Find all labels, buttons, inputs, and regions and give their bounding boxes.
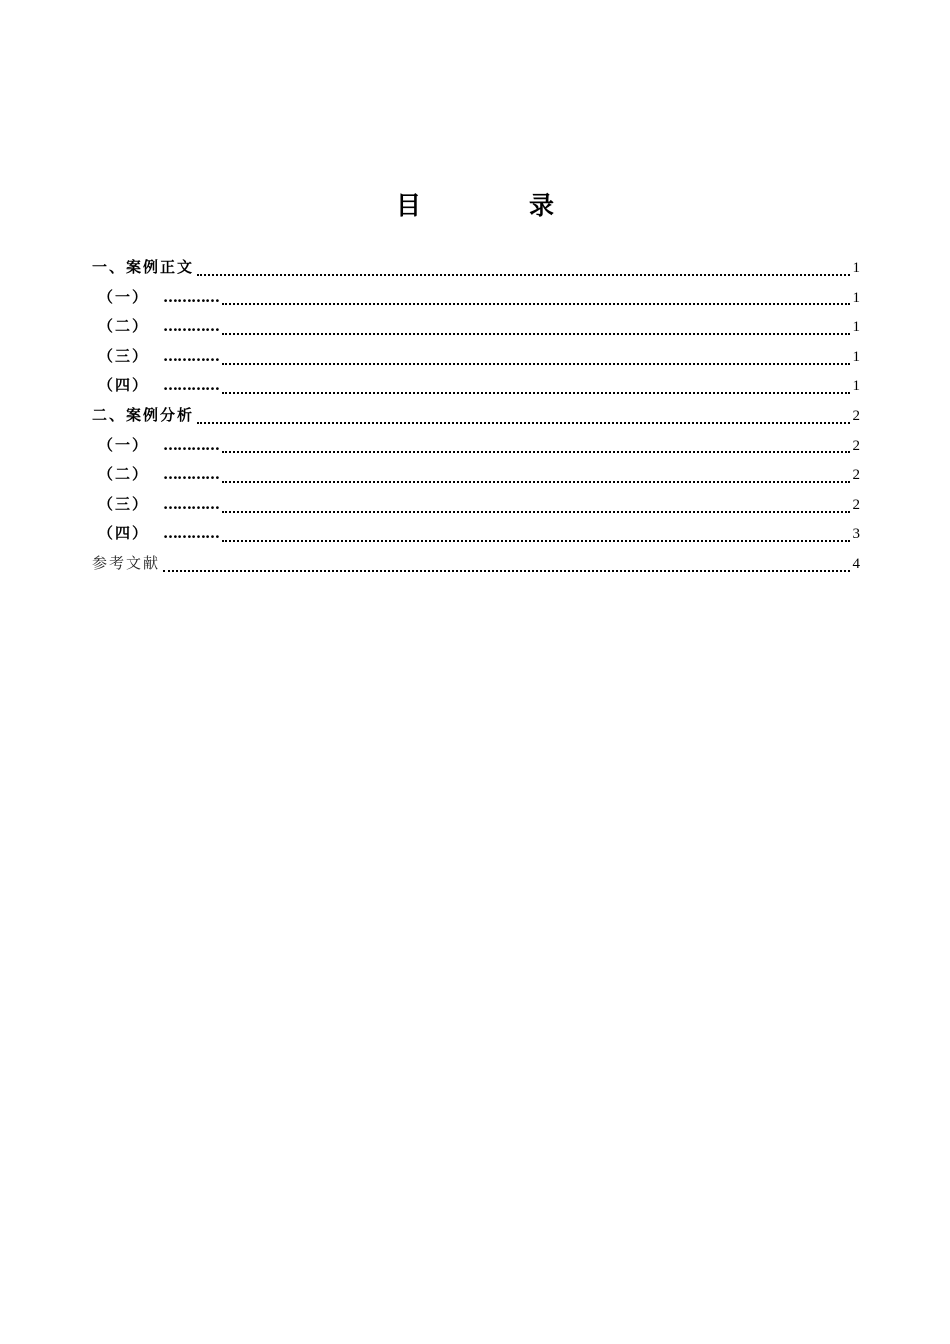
toc-entry-placeholder: ………… xyxy=(163,494,220,513)
toc-dot-leader xyxy=(222,511,849,513)
toc-entry[interactable] xyxy=(92,460,860,490)
toc-dot-leader xyxy=(197,422,849,424)
toc-page-number: 1 xyxy=(852,319,860,336)
toc-entry-label: （二） xyxy=(98,465,150,484)
toc-entry-label: （三） xyxy=(98,494,150,513)
toc-entry-placeholder: ………… xyxy=(163,317,220,336)
toc-page-number: 1 xyxy=(852,289,860,306)
toc-entry[interactable] xyxy=(92,253,860,283)
toc-page-number: 4 xyxy=(852,555,860,572)
toc-entry[interactable] xyxy=(92,519,860,549)
toc-entry-label: 二、案例分析 xyxy=(92,405,195,424)
toc-entry[interactable] xyxy=(92,431,860,461)
toc-page-number: 1 xyxy=(852,348,860,365)
toc-dot-leader xyxy=(222,481,849,483)
toc-dot-leader xyxy=(163,570,849,572)
toc-entry-label: （三） xyxy=(98,346,150,365)
toc-dot-leader xyxy=(222,392,849,394)
toc-dot-leader xyxy=(222,363,849,365)
toc-dot-leader xyxy=(197,274,849,276)
toc-page-number: 1 xyxy=(852,378,860,395)
toc-entry[interactable] xyxy=(92,401,860,431)
toc-entry[interactable] xyxy=(92,371,860,401)
toc-title xyxy=(0,186,950,222)
toc-entry-placeholder: ………… xyxy=(163,524,220,543)
toc-dot-leader xyxy=(222,333,849,335)
toc-dot-leader xyxy=(222,540,849,542)
toc-entry-placeholder: ………… xyxy=(163,435,220,454)
toc-entry-label: （四） xyxy=(98,376,150,395)
toc-entry-placeholder: ………… xyxy=(163,287,220,306)
toc-entry[interactable] xyxy=(92,283,860,313)
toc-page-number: 2 xyxy=(852,496,860,513)
toc-entry[interactable] xyxy=(92,342,860,372)
toc-list xyxy=(92,253,860,579)
toc-entry-label: 一、案例正文 xyxy=(92,258,195,276)
toc-dot-leader xyxy=(222,303,849,305)
toc-dot-leader xyxy=(222,451,849,453)
toc-entry-label: （四） xyxy=(98,524,150,543)
toc-page-number: 3 xyxy=(852,526,860,543)
toc-entry-placeholder: ………… xyxy=(163,465,220,484)
toc-page-number: 2 xyxy=(852,467,860,484)
toc-title-char-1: 目 xyxy=(395,191,421,220)
toc-entry-label: 参考文献 xyxy=(92,553,161,572)
toc-entry[interactable] xyxy=(92,549,860,579)
toc-title-char-2: 录 xyxy=(529,191,555,220)
toc-page-number: 2 xyxy=(852,407,860,424)
toc-entry-placeholder: ………… xyxy=(163,346,220,365)
toc-entry-placeholder: ………… xyxy=(163,376,220,395)
toc-page-number: 1 xyxy=(852,260,860,276)
toc-entry[interactable] xyxy=(92,312,860,342)
toc-entry-label: （一） xyxy=(98,435,150,454)
toc-entry-label: （一） xyxy=(98,287,150,306)
toc-entry[interactable] xyxy=(92,490,860,520)
toc-entry-label: （二） xyxy=(98,317,150,336)
toc-page-number: 2 xyxy=(852,437,860,454)
